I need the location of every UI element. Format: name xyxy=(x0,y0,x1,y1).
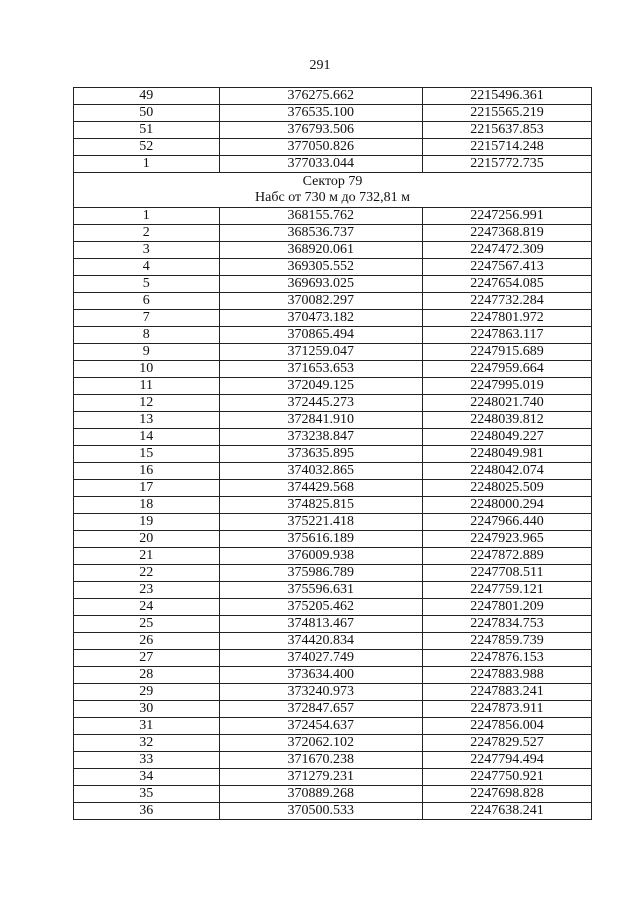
y-coordinate-cell: 2247801.209 xyxy=(423,599,592,616)
x-coordinate-cell: 370889.268 xyxy=(219,786,422,803)
point-number-cell: 3 xyxy=(74,242,220,259)
x-coordinate-cell: 370500.533 xyxy=(219,803,422,820)
point-number-cell: 7 xyxy=(74,310,220,327)
x-coordinate-cell: 373240.973 xyxy=(219,684,422,701)
table-row xyxy=(74,582,592,599)
y-coordinate-cell: 2215565.219 xyxy=(423,105,592,122)
x-coordinate-cell: 375205.462 xyxy=(219,599,422,616)
point-number-cell: 31 xyxy=(74,718,220,735)
section-subtitle: Набс от 730 м до 732,81 м xyxy=(255,190,410,205)
point-number-cell: 29 xyxy=(74,684,220,701)
y-coordinate-cell: 2247859.739 xyxy=(423,633,592,650)
point-number-cell: 11 xyxy=(74,378,220,395)
table-row xyxy=(74,497,592,514)
y-coordinate-cell: 2247856.004 xyxy=(423,718,592,735)
x-coordinate-cell: 377033.044 xyxy=(219,156,422,173)
table-row xyxy=(74,786,592,803)
y-coordinate-cell: 2247759.121 xyxy=(423,582,592,599)
x-coordinate-cell: 371653.653 xyxy=(219,361,422,378)
y-coordinate-cell: 2247654.085 xyxy=(423,276,592,293)
y-coordinate-cell: 2248042.074 xyxy=(423,463,592,480)
table-row xyxy=(74,463,592,480)
y-coordinate-cell: 2247876.153 xyxy=(423,650,592,667)
x-coordinate-cell: 376275.662 xyxy=(219,88,422,105)
table-row xyxy=(74,514,592,531)
rows-after xyxy=(74,208,592,820)
point-number-cell: 49 xyxy=(74,88,220,105)
table-row xyxy=(74,633,592,650)
x-coordinate-cell: 372454.637 xyxy=(219,718,422,735)
table-row xyxy=(74,310,592,327)
y-coordinate-cell: 2247995.019 xyxy=(423,378,592,395)
point-number-cell: 24 xyxy=(74,599,220,616)
table-row xyxy=(74,378,592,395)
y-coordinate-cell: 2247863.117 xyxy=(423,327,592,344)
table-row xyxy=(74,122,592,139)
point-number-cell: 51 xyxy=(74,122,220,139)
point-number-cell: 27 xyxy=(74,650,220,667)
table-row xyxy=(74,803,592,820)
point-number-cell: 2 xyxy=(74,225,220,242)
x-coordinate-cell: 373634.400 xyxy=(219,667,422,684)
x-coordinate-cell: 375616.189 xyxy=(219,531,422,548)
table-row xyxy=(74,701,592,718)
x-coordinate-cell: 376793.506 xyxy=(219,122,422,139)
point-number-cell: 36 xyxy=(74,803,220,820)
point-number-cell: 14 xyxy=(74,429,220,446)
point-number-cell: 12 xyxy=(74,395,220,412)
point-number-cell: 20 xyxy=(74,531,220,548)
x-coordinate-cell: 375221.418 xyxy=(219,514,422,531)
x-coordinate-cell: 373238.847 xyxy=(219,429,422,446)
point-number-cell: 10 xyxy=(74,361,220,378)
x-coordinate-cell: 370865.494 xyxy=(219,327,422,344)
table-row xyxy=(74,480,592,497)
table-row xyxy=(74,616,592,633)
table-row xyxy=(74,446,592,463)
x-coordinate-cell: 374825.815 xyxy=(219,497,422,514)
point-number-cell: 33 xyxy=(74,752,220,769)
y-coordinate-cell: 2248000.294 xyxy=(423,497,592,514)
table-row xyxy=(74,361,592,378)
y-coordinate-cell: 2215772.735 xyxy=(423,156,592,173)
x-coordinate-cell: 374032.865 xyxy=(219,463,422,480)
table-row xyxy=(74,276,592,293)
x-coordinate-cell: 372841.910 xyxy=(219,412,422,429)
point-number-cell: 9 xyxy=(74,344,220,361)
point-number-cell: 6 xyxy=(74,293,220,310)
point-number-cell: 52 xyxy=(74,139,220,156)
point-number-cell: 17 xyxy=(74,480,220,497)
table-row xyxy=(74,208,592,225)
section-header xyxy=(74,173,592,208)
x-coordinate-cell: 370473.182 xyxy=(219,310,422,327)
x-coordinate-cell: 372062.102 xyxy=(219,735,422,752)
point-number-cell: 18 xyxy=(74,497,220,514)
x-coordinate-cell: 373635.895 xyxy=(219,446,422,463)
point-number-cell: 28 xyxy=(74,667,220,684)
section-cell xyxy=(74,173,592,208)
table-row xyxy=(74,718,592,735)
y-coordinate-cell: 2215496.361 xyxy=(423,88,592,105)
x-coordinate-cell: 369693.025 xyxy=(219,276,422,293)
point-number-cell: 16 xyxy=(74,463,220,480)
table-row xyxy=(74,139,592,156)
table-row xyxy=(74,344,592,361)
y-coordinate-cell: 2247801.972 xyxy=(423,310,592,327)
x-coordinate-cell: 372847.657 xyxy=(219,701,422,718)
y-coordinate-cell: 2248049.981 xyxy=(423,446,592,463)
x-coordinate-cell: 372049.125 xyxy=(219,378,422,395)
table-row xyxy=(74,225,592,242)
y-coordinate-cell: 2247966.440 xyxy=(423,514,592,531)
x-coordinate-cell: 371670.238 xyxy=(219,752,422,769)
y-coordinate-cell: 2248025.509 xyxy=(423,480,592,497)
y-coordinate-cell: 2248039.812 xyxy=(423,412,592,429)
x-coordinate-cell: 370082.297 xyxy=(219,293,422,310)
point-number-cell: 21 xyxy=(74,548,220,565)
table-row xyxy=(74,650,592,667)
point-number-cell: 15 xyxy=(74,446,220,463)
point-number-cell: 50 xyxy=(74,105,220,122)
x-coordinate-cell: 368155.762 xyxy=(219,208,422,225)
point-number-cell: 23 xyxy=(74,582,220,599)
point-number-cell: 25 xyxy=(74,616,220,633)
point-number-cell: 30 xyxy=(74,701,220,718)
point-number-cell: 1 xyxy=(74,156,220,173)
y-coordinate-cell: 2247834.753 xyxy=(423,616,592,633)
x-coordinate-cell: 369305.552 xyxy=(219,259,422,276)
y-coordinate-cell: 2247915.689 xyxy=(423,344,592,361)
table-row xyxy=(74,395,592,412)
section-row xyxy=(74,173,592,208)
x-coordinate-cell: 371259.047 xyxy=(219,344,422,361)
point-number-cell: 4 xyxy=(74,259,220,276)
table-row xyxy=(74,531,592,548)
y-coordinate-cell: 2247883.241 xyxy=(423,684,592,701)
coordinates-table xyxy=(73,87,592,820)
table-row xyxy=(74,156,592,173)
y-coordinate-cell: 2248021.740 xyxy=(423,395,592,412)
x-coordinate-cell: 374027.749 xyxy=(219,650,422,667)
y-coordinate-cell: 2247829.527 xyxy=(423,735,592,752)
table-row xyxy=(74,684,592,701)
y-coordinate-cell: 2247873.911 xyxy=(423,701,592,718)
y-coordinate-cell: 2247959.664 xyxy=(423,361,592,378)
table-row xyxy=(74,105,592,122)
page-number: 291 xyxy=(309,58,331,73)
y-coordinate-cell: 2247472.309 xyxy=(423,242,592,259)
y-coordinate-cell: 2247872.889 xyxy=(423,548,592,565)
point-number-cell: 13 xyxy=(74,412,220,429)
x-coordinate-cell: 368920.061 xyxy=(219,242,422,259)
y-coordinate-cell: 2247698.828 xyxy=(423,786,592,803)
point-number-cell: 35 xyxy=(74,786,220,803)
rows-before xyxy=(74,88,592,173)
table-row xyxy=(74,565,592,582)
x-coordinate-cell: 375986.789 xyxy=(219,565,422,582)
table-row xyxy=(74,429,592,446)
point-number-cell: 5 xyxy=(74,276,220,293)
table-row xyxy=(74,412,592,429)
x-coordinate-cell: 374429.568 xyxy=(219,480,422,497)
y-coordinate-cell: 2247732.284 xyxy=(423,293,592,310)
y-coordinate-cell: 2247567.413 xyxy=(423,259,592,276)
x-coordinate-cell: 375596.631 xyxy=(219,582,422,599)
table-row xyxy=(74,769,592,786)
y-coordinate-cell: 2247750.921 xyxy=(423,769,592,786)
y-coordinate-cell: 2215714.248 xyxy=(423,139,592,156)
y-coordinate-cell: 2247708.511 xyxy=(423,565,592,582)
y-coordinate-cell: 2247883.988 xyxy=(423,667,592,684)
table-row xyxy=(74,259,592,276)
point-number-cell: 8 xyxy=(74,327,220,344)
table-row xyxy=(74,667,592,684)
table-row xyxy=(74,599,592,616)
x-coordinate-cell: 374813.467 xyxy=(219,616,422,633)
y-coordinate-cell: 2215637.853 xyxy=(423,122,592,139)
x-coordinate-cell: 372445.273 xyxy=(219,395,422,412)
table-row xyxy=(74,752,592,769)
table-row xyxy=(74,293,592,310)
x-coordinate-cell: 376535.100 xyxy=(219,105,422,122)
table-row xyxy=(74,242,592,259)
y-coordinate-cell: 2247923.965 xyxy=(423,531,592,548)
x-coordinate-cell: 374420.834 xyxy=(219,633,422,650)
table-row xyxy=(74,548,592,565)
point-number-cell: 32 xyxy=(74,735,220,752)
y-coordinate-cell: 2247368.819 xyxy=(423,225,592,242)
x-coordinate-cell: 376009.938 xyxy=(219,548,422,565)
y-coordinate-cell: 2247794.494 xyxy=(423,752,592,769)
x-coordinate-cell: 377050.826 xyxy=(219,139,422,156)
y-coordinate-cell: 2248049.227 xyxy=(423,429,592,446)
point-number-cell: 19 xyxy=(74,514,220,531)
table-row xyxy=(74,735,592,752)
point-number-cell: 1 xyxy=(74,208,220,225)
point-number-cell: 26 xyxy=(74,633,220,650)
x-coordinate-cell: 371279.231 xyxy=(219,769,422,786)
table-row xyxy=(74,327,592,344)
point-number-cell: 34 xyxy=(74,769,220,786)
y-coordinate-cell: 2247256.991 xyxy=(423,208,592,225)
table-row xyxy=(74,88,592,105)
x-coordinate-cell: 368536.737 xyxy=(219,225,422,242)
section-title: Сектор 79 xyxy=(302,174,363,189)
y-coordinate-cell: 2247638.241 xyxy=(423,803,592,820)
point-number-cell: 22 xyxy=(74,565,220,582)
